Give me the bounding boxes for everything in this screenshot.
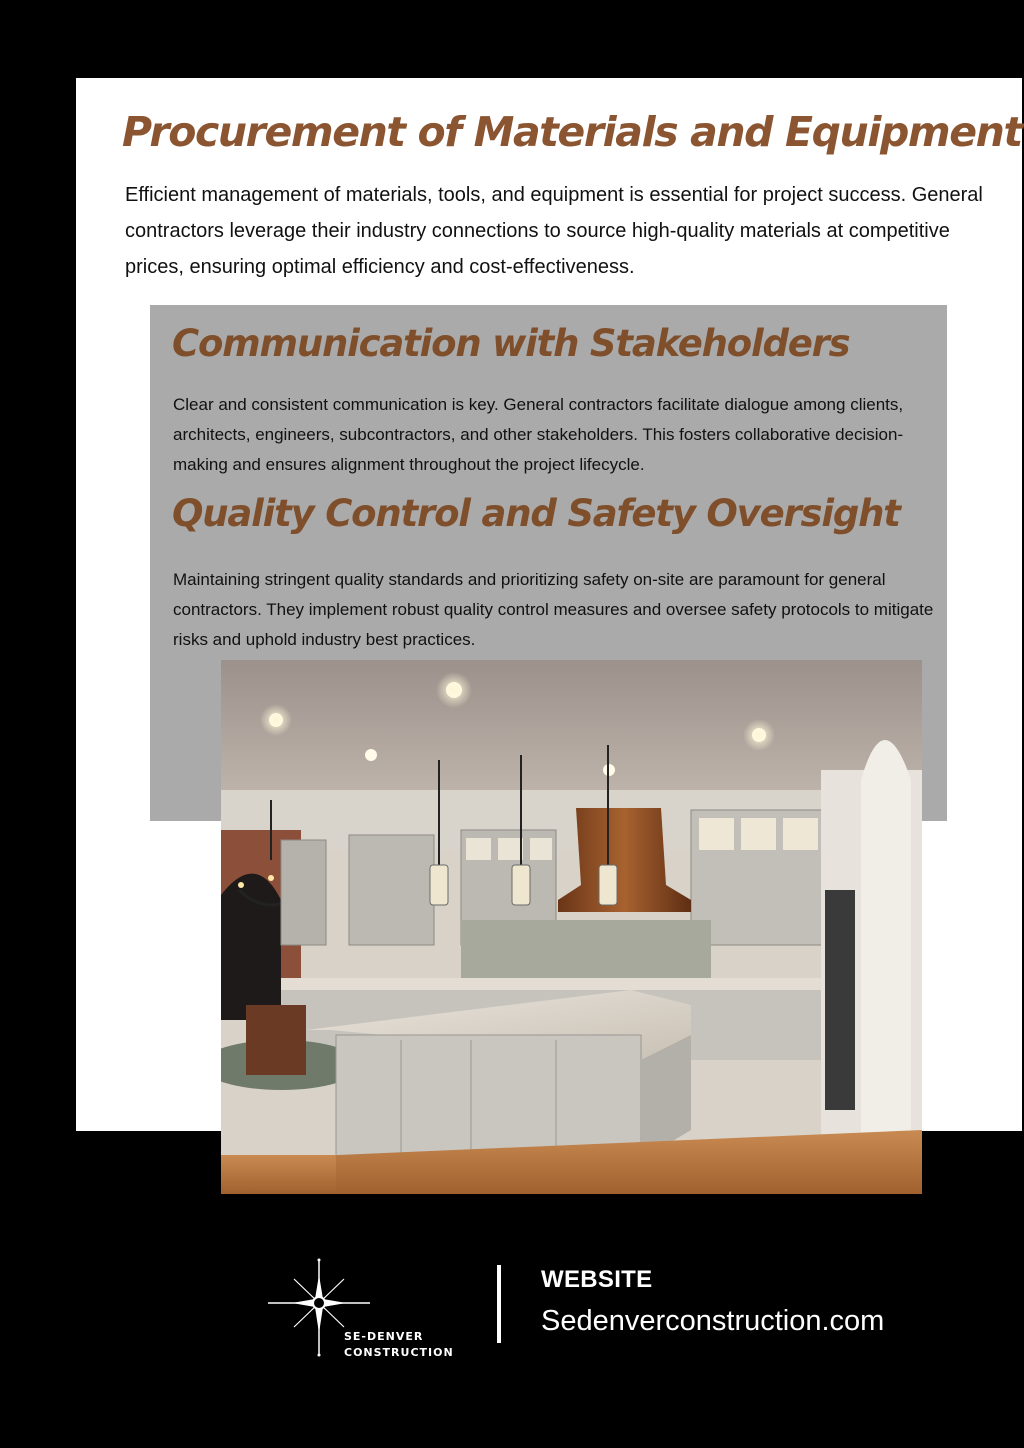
logo-text-line2: CONSTRUCTION	[344, 1346, 454, 1359]
communication-body: Clear and consistent communication is key. General contractors facilitate dialogue among clients, architects, engineers, subcontractors, and other stakeholders. This fosters collaborative decision-making and ensures alignment throughout the project lifecycle.	[173, 395, 904, 474]
procurement-heading: Procurement of Materials and Equipment	[122, 108, 1022, 156]
quality-body: Maintaining stringent quality standards and prioritizing safety on-site are paramount for general contractors. They implement robust quality control measures and oversee safety protocols to mitigate risks and uphold industry best practices.	[173, 570, 934, 649]
kitchen-photo	[221, 660, 922, 1194]
website-link[interactable]: Sedenverconstruction.com	[541, 1305, 885, 1337]
logo-text-line1: SE-DENVER	[344, 1330, 424, 1343]
communication-heading: Communication with Stakeholders	[172, 322, 850, 365]
procurement-body: Efficient management of materials, tools, and equipment is essential for project success. General contractors leverage their industry connections to source high-quality materials at competitive prices, ensuring optimal efficiency and cost-effectiveness.	[125, 184, 983, 278]
footer-divider	[497, 1265, 501, 1343]
website-label: WEBSITE	[541, 1266, 653, 1293]
quality-heading: Quality Control and Safety Oversight	[172, 492, 900, 535]
